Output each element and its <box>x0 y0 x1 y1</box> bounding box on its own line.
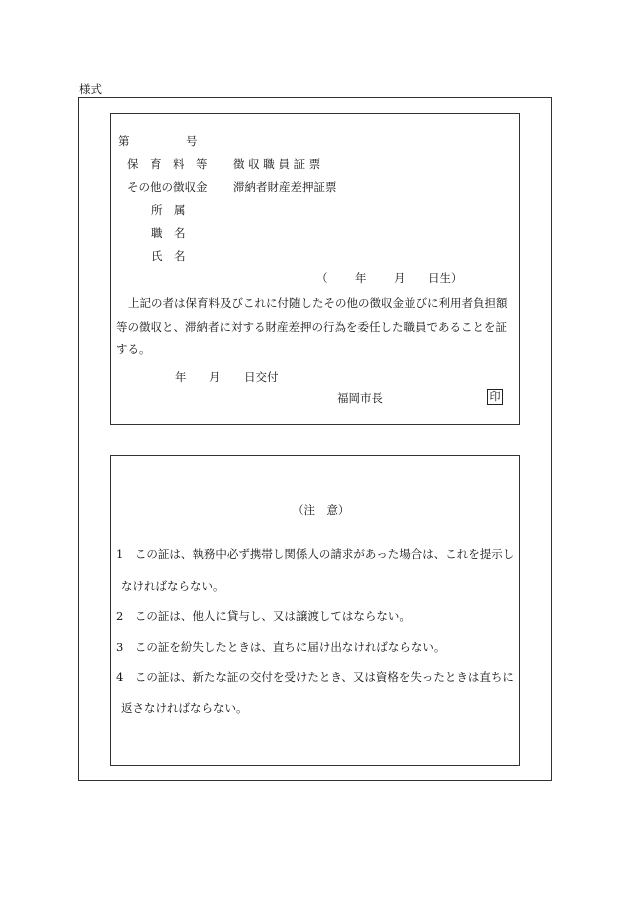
note-line: 1 この証は、執務中必ず携帯し関係人の請求があった場合は、これを提示し <box>116 547 515 561</box>
name-label: 氏 名 <box>151 249 186 263</box>
birth-day: 日生） <box>428 271 463 285</box>
notes-heading: （注 意） <box>292 503 350 517</box>
note-line: 返さなければならない。 <box>121 701 248 715</box>
birth-open-paren: （ <box>316 271 328 285</box>
note-line: 4 この証は、新たな証の交付を受けたとき、又は資格を失ったときは直ちに <box>116 670 514 684</box>
issue-month: 月 <box>209 370 221 384</box>
form-label: 様式 <box>79 82 102 96</box>
birth-year: 年 <box>355 271 367 285</box>
seal-stamp: 印 <box>487 389 503 405</box>
title-line1-left: 保 育 料 等 <box>127 157 208 171</box>
note-line: なければならない。 <box>121 579 225 593</box>
number-suffix: 号 <box>186 134 198 148</box>
title-line1-right: 徴 収 職 員 証 票 <box>233 157 321 171</box>
note-line: 2 この証は、他人に貸与し、又は譲渡してはならない。 <box>116 609 411 623</box>
note-line: 3 この証を紛失したときは、直ちに届け出なければならない。 <box>116 640 446 654</box>
certification-line: 上記の者は保育料及びこれに付随したその他の徴収金並びに利用者負担額 <box>128 296 508 310</box>
issuer: 福岡市長 <box>337 391 383 405</box>
number-prefix: 第 <box>118 134 130 148</box>
title-line2-left: その他の徴収金 <box>127 180 208 194</box>
issue-day: 日交付 <box>244 370 279 384</box>
certification-line: する。 <box>116 342 151 356</box>
certification-line: 等の徴収と、滞納者に対する財産差押の行為を委任した職員であることを証 <box>116 320 507 334</box>
position-label: 職 名 <box>151 226 186 240</box>
affiliation-label: 所 属 <box>151 203 186 217</box>
birth-month: 月 <box>394 271 406 285</box>
issue-year: 年 <box>175 370 187 384</box>
title-line2-right: 滞納者財産差押証票 <box>233 180 337 194</box>
